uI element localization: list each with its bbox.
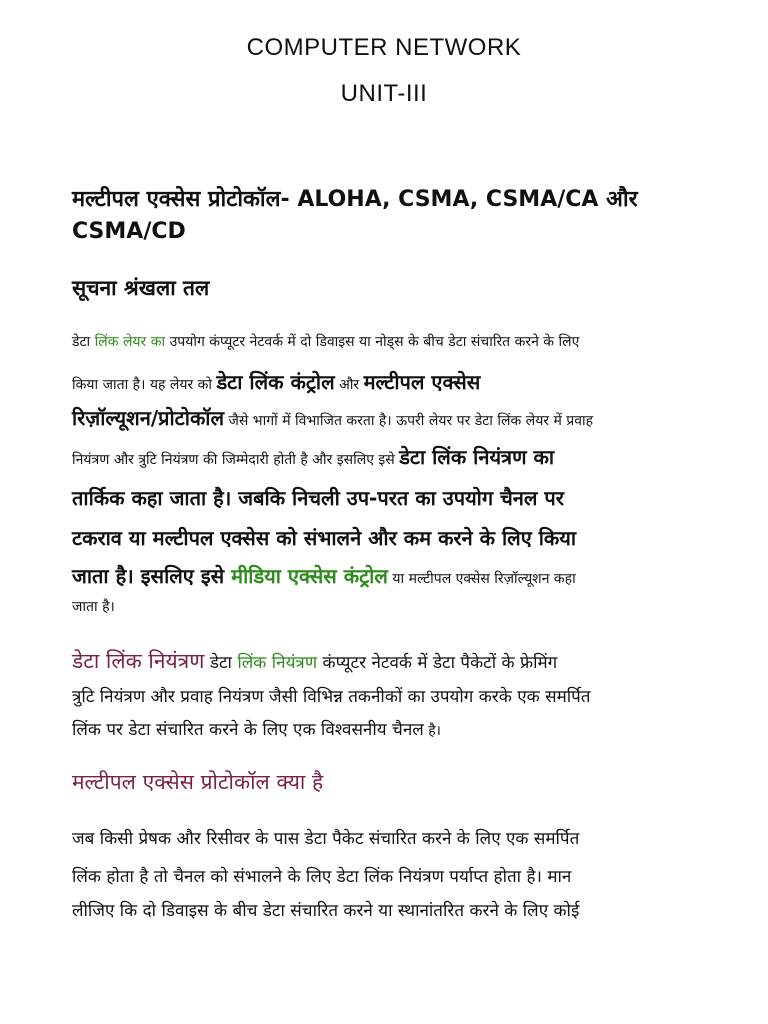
para2-line1: डेटा लिंक नियंत्रण डेटा लिंक नियंत्रण कंप्यूटर नेटवर्क में डेटा पैकेटों के फ्रेमिंग bbox=[72, 649, 558, 673]
multiple-access-term: मल्टीपल एक्सेस bbox=[363, 370, 481, 394]
data-link-control-bold: डेटा लिंक नियंत्रण का bbox=[399, 445, 555, 469]
data-link-control-term: डेटा लिंक कंट्रोल bbox=[216, 370, 335, 394]
heading-data-link-layer: सूचना श्रंखला तल bbox=[72, 276, 210, 300]
para3-line3: लीजिए कि दो डिवाइस के बीच डेटा संचारित करने या स्थानांतरित करने के लिए कोई bbox=[72, 901, 580, 921]
link-layer-highlight: लिंक लेयर का bbox=[94, 334, 166, 350]
link-control-highlight: लिंक नियंत्रण bbox=[237, 653, 318, 673]
para2-line2: त्रुटि नियंत्रण और प्रवाह नियंत्रण जैसी विभिन्न तकनीकों का उपयोग करके एक समर्पित bbox=[72, 687, 591, 707]
doc-unit: UNIT-III bbox=[340, 80, 428, 107]
para1-line1: डेटा लिंक लेयर का उपयोग कंप्यूटर नेटवर्क में दो डिवाइस या नोड्स के बीच डेटा संचारित करने के लिए bbox=[72, 334, 580, 350]
para1-line2: किया जाता है। यह लेयर को डेटा लिंक कंट्रोल और मल्टीपल एक्सेस bbox=[72, 370, 481, 394]
doc-title: COMPUTER NETWORK bbox=[246, 34, 522, 61]
para1-line6: टकराव या मल्टीपल एक्सेस को संभालने और कम करने के लिए किया bbox=[72, 526, 577, 550]
para2-line3: लिंक पर डेटा संचारित करने के लिए एक विश्वसनीय चैनल है। bbox=[72, 720, 441, 740]
heading-what-is-multiple-access: मल्टीपल एक्सेस प्रोटोकॉल क्या है bbox=[72, 770, 324, 794]
para1-line7: जाता है। इसलिए इसे मीडिया एक्सेस कंट्रोल या मल्टीपल एक्सेस रिज़ॉल्यूशन कहा bbox=[72, 564, 576, 588]
resolution-protocol-term: रिज़ॉल्यूशन/प्रोटोकॉल bbox=[72, 406, 225, 430]
data-link-control-heading: डेटा लिंक नियंत्रण bbox=[72, 649, 205, 673]
heading-multiple-access: मल्टीपल एक्सेस प्रोटोकॉल- ALOHA, CSMA, CSMA/CA और bbox=[72, 187, 638, 212]
media-access-control-term: मीडिया एक्सेस कंट्रोल bbox=[231, 564, 388, 588]
para3-line2: लिंक होता है तो चैनल को संभालने के लिए डेटा लिंक नियंत्रण पर्याप्त होता है। मान bbox=[72, 867, 572, 887]
heading-multiple-access-cont: CSMA/CD bbox=[72, 219, 186, 244]
para1-line5: तार्किक कहा जाता है। जबकि निचली उप-परत का उपयोग चैनल पर bbox=[72, 486, 564, 510]
para1-line4: नियंत्रण और त्रुटि नियंत्रण की जिम्मेदारी होती है और इसलिए इसे डेटा लिंक नियंत्रण का bbox=[72, 445, 555, 469]
para1-line8: जाता है। bbox=[72, 599, 115, 615]
para3-line1: जब किसी प्रेषक और रिसीवर के पास डेटा पैकेट संचारित करने के लिए एक समर्पित bbox=[72, 829, 580, 849]
para1-line3: रिज़ॉल्यूशन/प्रोटोकॉल जैसे भागों में विभाजित करता है। ऊपरी लेयर पर डेटा लिंक लेयर में प्रवाह bbox=[72, 406, 594, 430]
